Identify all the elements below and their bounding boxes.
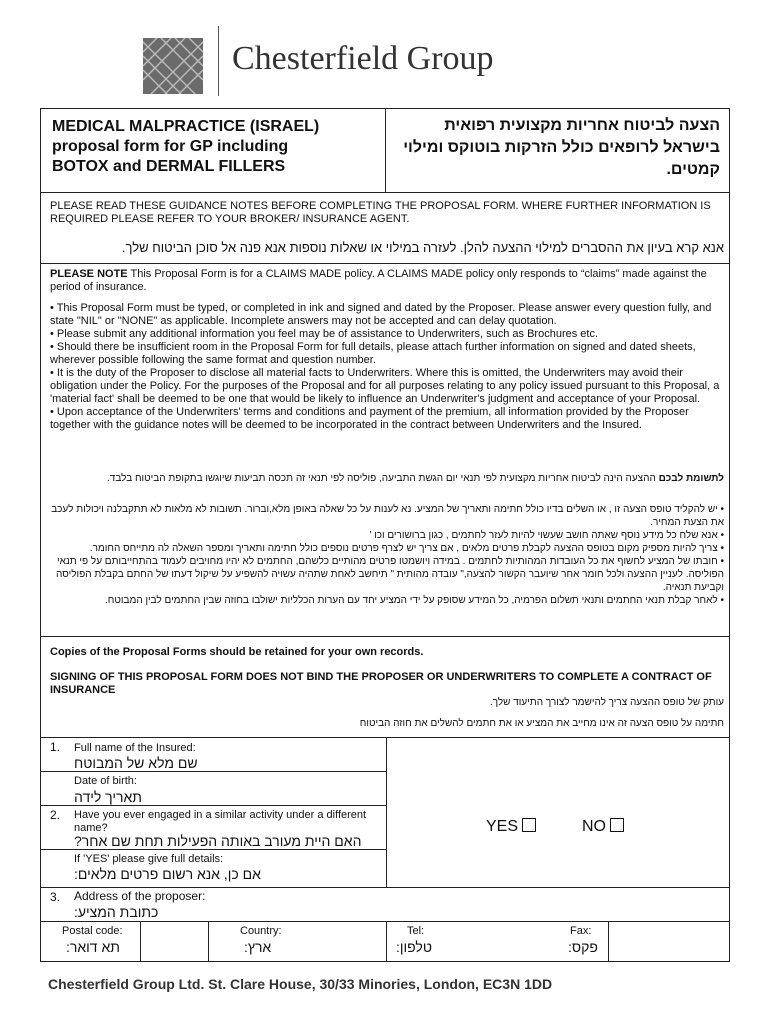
title-hebrew: הצעה לביטוח אחריות מקצועית רפואית בישראל לרופאים כולל הזרקות בוטוקס ומילוי קמטים. <box>403 117 720 178</box>
note-bullet-hebrew: • לאחר קבלת תנאי החתמים ותנאי תשלום הפרמיה, כל המידע שסופק על ידי המציע יחד עם הערות הכלליות ישולבו בחוזה שבין החתמים לבין המבוטח. <box>105 595 724 606</box>
form-column-divider <box>608 921 609 962</box>
question-number: 2. <box>50 808 61 822</box>
copies-retain-hebrew: עותק של טופס ההצעה צריך להישמר לצורך התיעוד שלך. <box>489 697 724 708</box>
insured-name-label: Full name of the Insured: <box>74 742 196 754</box>
note-hebrew: לתשומת לבכם ההצעה הינה לביטוח אחריות מקצועית לפי תנאי יום הגשת התביעה, פוליסה לפי תנאי זה תכסה תביעות שיוגשו בתקופת הביטוח בלבד. • יש להקליד טופס הצעה זו , או השלים בדיו כולל חתימה ותאריך של המציע. נא לענות על כל שאלה באופן מלא,וברור. תשובות לא מלאות לא תתקבלנה ויכולות לעכב את הצעת המחיר. • אנא שלח כל מידע נוסף שאתה חושב שעשוי להיות לעזר לחתמים , כגון ברושורים וכו ' • צריך להיות מספיק מקום בטופס ההצעה לקבלת פרטים מלאים , אם צריך יש לצרף פרטים נוספים כולל חתימה ותאריך ומספר השאלה לה מתייחס החומר. • חובתו של המציע לחשוף את כל העובדות המהותיות לחתמים . במידה ויושמטו פרטים מהותיים כלשהם, החתמים לא יהיו מחויבים לעמוד בהתחייבותם על פי תנאי הפוליסה. לעניין ההצעה ולכל חומר אחר שיועבר הקשור להצעה," עובדה מהותית " תיחשב לאחת שתהיה עשויה להשפיע על שיקול דעתו של החתם בקבלת הפוליסה וקביעת תנאיה. • לאחר קבלת תנאי החתמים ותנאי תשלום הפרמיה, כל המידע שסופק על ידי המציע יחד עם הערות הכלליות ישולבו בחוזה שבין החתמים לבין המבוטח. <box>48 472 724 607</box>
details-label: If 'YES' please give full details: <box>74 853 224 865</box>
yes-checkbox[interactable] <box>522 818 536 832</box>
title-english: MEDICAL MALPRACTICE (ISRAEL) proposal form for GP including BOTOX and DERMAL FILLERS <box>52 118 320 175</box>
tel-label: Tel: <box>407 925 425 937</box>
insured-name-field[interactable] <box>388 739 728 770</box>
signing-notice-hebrew: חתימה על טופס הצעה זה אינו מחייב את המציע או את חתמים להשלים את חוזה הביטוח <box>359 718 724 729</box>
note-bullet-hebrew: • אנא שלח כל מידע נוסף שאתה חושב שעשוי להיות לעזר לחתמים , כגון ברושורים וכו ' <box>369 530 724 541</box>
copies-retain: Copies of the Proposal Forms should be retained for your own records. <box>50 646 424 658</box>
fax-label: Fax: <box>570 925 592 937</box>
form-column-divider <box>386 921 387 962</box>
logo-lattice-icon <box>143 38 203 94</box>
details-label-hebrew: אם כן, אנא רשום פרטים מלאים: <box>74 866 261 882</box>
postal-code-field[interactable] <box>142 923 206 960</box>
note-bullet: • Upon acceptance of the Underwriters' terms and conditions and payment of the premium, all information provided by the Proposer together with the guidance notes will be deemed to be incorporated in the contract between Underwriters and the Insured. <box>50 406 689 431</box>
fax-field[interactable] <box>610 923 728 960</box>
logo-divider <box>218 26 219 96</box>
insured-name-label-hebrew: שם מלא של המבוטח <box>74 755 198 771</box>
company-logo <box>143 38 203 94</box>
no-label: NO <box>582 818 606 835</box>
footer-address: Chesterfield Group Ltd. St. Clare House, 30/33 Minories, London, EC3N 1DD <box>48 976 553 992</box>
form-column-divider <box>208 921 209 962</box>
note-bullet: • Should there be insufficient room in the Proposal Form for full details, please attach further information on signed and dated sheets, wherever possible following the same format and question number. <box>50 341 696 366</box>
postal-code-label: Postal code: <box>62 925 123 937</box>
note-label: PLEASE NOTE <box>50 268 128 280</box>
dob-label: Date of birth: <box>74 775 137 787</box>
postal-code-label-hebrew: תא דואר: <box>66 939 120 955</box>
rule <box>40 737 730 738</box>
details-field[interactable] <box>388 851 728 886</box>
question-number: 3. <box>50 890 61 904</box>
title-divider <box>385 108 386 192</box>
form-rule <box>40 887 730 888</box>
note-bullet-hebrew: • יש להקליד טופס הצעה זו , או השלים בדיו כולל חתימה ותאריך של המציע. נא לענות על כל שאלה באופן מלא,וברור. תשובות לא מלאות לא תתקבלנה ויכולות לעכב את הצעת המחיר. <box>51 504 724 528</box>
dob-label-hebrew: תאריך לידה <box>74 789 142 805</box>
note-english: PLEASE NOTE This Proposal Form is for a CLAIMS MADE policy. A CLAIMS MADE policy only responds to “claims” made against the period of insurance. • This Proposal Form must be typed, or completed in ink and signed and dated by the Proposer. Please answer every question fully, and state "NIL" or "NONE" as applicable. Incomplete answers may not be accepted and can delay quotation. • Please submit any additional information you feel may be of assistance to Underwriters, such as Brochures etc. • Should there be insufficient room in the Proposal Form for full details, please attach further information on signed and dated sheets, wherever possible following the same format and question number. • It is the duty of the Proposer to disclose all material facts to Underwriters. Where this is omitted, the Underwriters may avoid their obligation under the Policy. For the purposes of the Proposal and for all purposes relating to any policy issued pursuant to this Proposal, a 'material fact' shall be deemed to be one that would be likely to influence an Underwriter's judgment and acceptance of your Proposal. • Upon acceptance of the Underwriters' terms and conditions and payment of the premium, all information provided by the Proposer together with the guidance notes will be deemed to be incorporated in the contract between Underwriters and the Insured. <box>50 268 724 432</box>
guidance-hebrew: אנא קרא בעיון את ההסברים למילוי ההצעה להלן. לעזרה במילוי או שאלות נוספות אנא פנה אל סוכן הביטוח שלך. <box>121 240 724 255</box>
dob-field[interactable] <box>388 773 728 804</box>
note-label-hebrew: לתשומת לבכם <box>658 473 724 484</box>
rule <box>40 636 730 637</box>
form-column-divider <box>386 737 387 887</box>
address-field[interactable] <box>388 889 728 920</box>
form-column-divider <box>140 921 141 962</box>
tel-label-hebrew: טלפון: <box>396 939 432 955</box>
similar-activity-label: Have you ever engaged in a similar activity under a different name? <box>74 809 367 834</box>
yes-label: YES <box>486 818 519 835</box>
note-bullet: • Please submit any additional information you feel may be of assistance to Underwriters, such as Brochures etc. <box>50 328 599 340</box>
company-name: Chesterfield Group <box>232 40 494 77</box>
similar-activity-label-hebrew: האם היית מעורב באותה הפעילות תחת שם אחר? <box>74 833 362 849</box>
form-rule <box>40 921 730 922</box>
rule <box>40 192 730 193</box>
note-bullet: • This Proposal Form must be typed, or completed in ink and signed and dated by the Proposer. Please answer every question fully, and state "NIL" or "NONE" as applicable. Incomplete answers may not be accepted and can delay quotation. <box>50 302 712 327</box>
note-bullet-hebrew: • צריך להיות מספיק מקום בטופס ההצעה לקבלת פרטים מלאים , אם צריך יש לצרף פרטים נוספים כולל חתימה ותאריך ומספר השאלה לה מתייחס החומר. <box>89 543 724 554</box>
note-bullet-hebrew: • חובתו של המציע לחשוף את כל העובדות המהותיות לחתמים . במידה ויושמטו פרטים מהותיים כלשהם, החתמים לא יהיו מחויבים לעמוד בהתחייבותם על פי תנאי הפוליסה. לעניין ההצעה ולכל חומר אחר שיועבר הקשור להצעה," עובדה מהותית " תיחשב לאחת שתהיה עשויה להשפיע על שיקול דעתו של החתם בקבלת הפוליסה וקביעת תנאיה. <box>56 556 724 593</box>
rule <box>40 263 730 264</box>
no-option[interactable] <box>582 818 624 836</box>
signing-notice: SIGNING OF THIS PROPOSAL FORM DOES NOT BIND THE PROPOSER OR UNDERWRITERS TO COMPLETE A CONTRACT OF INSURANCE <box>50 671 712 696</box>
country-label: Country: <box>240 925 282 937</box>
address-label: Address of the proposer: <box>74 889 206 903</box>
yes-option[interactable] <box>486 818 536 836</box>
question-number: 1. <box>50 740 61 754</box>
guidance-english: PLEASE READ THESE GUIDANCE NOTES BEFORE COMPLETING THE PROPOSAL FORM. WHERE FURTHER INFORMATION IS REQUIRED PLEASE REFER TO YOUR BROKER/ INSURANCE AGENT. <box>50 200 711 225</box>
no-checkbox[interactable] <box>610 818 624 832</box>
country-label-hebrew: ארץ: <box>244 939 272 955</box>
note-bullet: • It is the duty of the Proposer to disclose all material facts to Underwriters. Where this is omitted, the Underwriters may avoid their obligation under the Policy. For the purposes of the Proposal and for all purposes relating to any policy issued pursuant to this Proposal, a 'material fact' shall be deemed to be one that would be likely to influence an Underwriter's judgment and acceptance of your Proposal. <box>50 367 720 405</box>
fax-label-hebrew: פקס: <box>568 939 598 955</box>
address-label-hebrew: כתובת המציע: <box>74 904 159 920</box>
